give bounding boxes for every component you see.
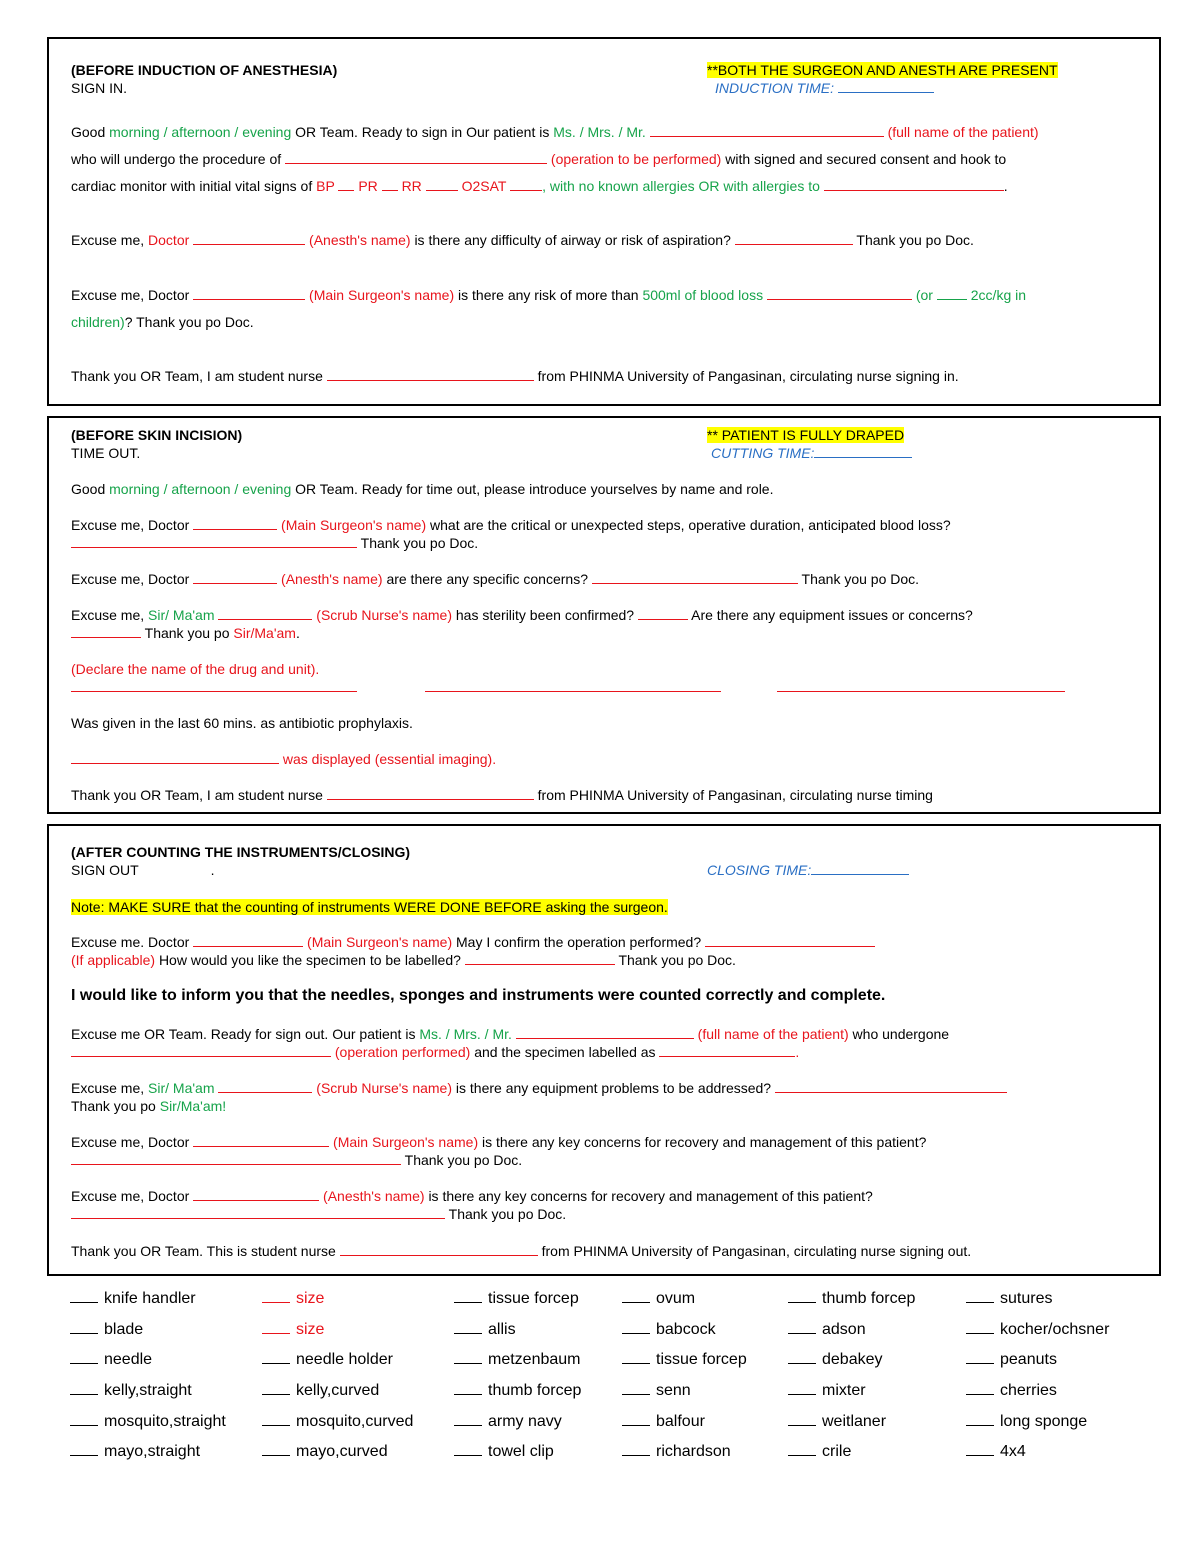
sign-out-surgeon-recovery: Excuse me, Doctor (Main Surgeon's name) is there any key concerns for recovery and management of this patient?	[71, 1134, 927, 1150]
time-out-surgeon-line-2: Thank you po Doc.	[71, 534, 478, 552]
instrument-label: sutures	[1000, 1290, 1053, 1307]
anesth-name-field[interactable]	[193, 231, 305, 245]
instrument-count-field[interactable]	[966, 1319, 994, 1334]
instrument-count-field[interactable]	[966, 1441, 994, 1456]
procedure-field[interactable]	[285, 150, 547, 164]
sign-out-patient-line-2: (operation performed) and the specimen labelled as .	[71, 1043, 799, 1061]
sign-in-line-2: who will undergo the procedure of (operation to be performed) with signed and secured consent and hook to	[71, 151, 1007, 167]
instrument-item	[70, 1288, 196, 1309]
sterility-field[interactable]	[638, 606, 688, 620]
time-out-section	[47, 416, 1161, 814]
instrument-label: babcock	[656, 1321, 716, 1338]
instrument-item	[622, 1380, 691, 1401]
instrument-count-field[interactable]	[262, 1349, 290, 1364]
instrument-item	[622, 1441, 731, 1462]
anesth-concerns-field[interactable]	[592, 570, 798, 584]
time-out-header: (BEFORE SKIN INCISION)	[71, 427, 243, 443]
to-student-nurse-field[interactable]	[327, 786, 534, 800]
instrument-item	[788, 1319, 866, 1340]
specimen-line: (If applicable) How would you like the specimen to be labelled? Thank you po Doc.	[71, 952, 736, 968]
sign-in-surgeon-line-2: children)? Thank you po Doc.	[71, 314, 254, 330]
instrument-label: long sponge	[1000, 1413, 1088, 1430]
antibiotic-line: Was given in the last 60 mins. as antibiotic prophylaxis.	[71, 715, 413, 731]
instrument-label: debakey	[822, 1351, 883, 1368]
time-out-closing: Thank you OR Team, I am student nurse from PHINMA University of Pangasinan, circulating nurse timing	[71, 787, 933, 803]
surgeon-name-field[interactable]	[193, 286, 305, 300]
instrument-label: tissue forcep	[656, 1351, 747, 1368]
instrument-count-field[interactable]	[70, 1441, 98, 1456]
instrument-item	[966, 1441, 1026, 1462]
sign-in-line-3: cardiac monitor with initial vital signs of BP PR RR O2SAT , with no known allergies OR with allergies to .	[71, 178, 1008, 194]
instrument-label: blade	[104, 1321, 144, 1338]
sign-in-line-1: Good morning / afternoon / evening OR Team. Ready to sign in Our patient is Ms. / Mrs. / Mr. (full name of the patient)	[71, 124, 1039, 140]
drug-field-2[interactable]	[425, 678, 721, 692]
instrument-item	[454, 1411, 562, 1432]
so-surgeon-name-field-2[interactable]	[193, 1133, 329, 1147]
sign-out-section	[47, 824, 1161, 1276]
drug-declare-hint: (Declare the name of the drug and unit).	[71, 661, 320, 677]
instrument-count-field[interactable]	[788, 1411, 816, 1426]
rr-field[interactable]	[426, 177, 458, 191]
instrument-item	[454, 1319, 516, 1340]
instrument-label: army navy	[488, 1413, 562, 1430]
instrument-item	[262, 1288, 324, 1309]
instrument-label: towel clip	[488, 1443, 554, 1460]
instrument-item	[262, 1411, 413, 1432]
instrument-item	[70, 1441, 200, 1462]
instrument-label: mosquito,straight	[104, 1413, 226, 1430]
sign-out-surgeon-line: Excuse me. Doctor (Main Surgeon's name) May I confirm the operation performed?	[71, 933, 875, 951]
instrument-item	[788, 1380, 866, 1401]
sign-in-presence-note: **BOTH THE SURGEON AND ANESTH ARE PRESENT	[707, 62, 1058, 78]
patient-name-field[interactable]	[650, 123, 884, 137]
sign-out-scrub-line: Excuse me, Sir/ Ma'am (Scrub Nurse's name) is there any equipment problems to be addressed?	[71, 1079, 1007, 1097]
instrument-label: thumb forcep	[488, 1382, 582, 1399]
sign-in-closing: Thank you OR Team, I am student nurse from PHINMA University of Pangasinan, circulating nurse signing in.	[71, 368, 959, 384]
instrument-count-field[interactable]	[70, 1380, 98, 1395]
instrument-count-field[interactable]	[262, 1288, 290, 1303]
instrument-label: metzenbaum	[488, 1351, 581, 1368]
to-surgeon-name-field[interactable]	[193, 516, 277, 530]
instrument-count-field[interactable]	[262, 1411, 290, 1426]
instrument-count-field[interactable]	[454, 1380, 482, 1395]
instrument-count-field[interactable]	[788, 1288, 816, 1303]
instrument-label: senn	[656, 1382, 691, 1399]
instrument-item	[70, 1380, 192, 1401]
airway-answer-field[interactable]	[735, 231, 853, 245]
instrument-label: kocher/ochsner	[1000, 1321, 1110, 1338]
surgeon-recovery-field[interactable]	[71, 1151, 401, 1165]
instrument-item	[70, 1411, 226, 1432]
count-note: Note: MAKE SURE that the counting of instruments WERE DONE BEFORE asking the surgeon.	[71, 899, 668, 915]
instrument-count-field[interactable]	[788, 1319, 816, 1334]
instrument-item	[262, 1441, 388, 1462]
instrument-count-field[interactable]	[966, 1411, 994, 1426]
instrument-label: needle holder	[296, 1351, 393, 1368]
instrument-label: ovum	[656, 1290, 696, 1307]
instrument-item	[966, 1411, 1087, 1432]
instrument-item	[788, 1411, 886, 1432]
instrument-item	[966, 1349, 1057, 1370]
instrument-count-field[interactable]	[622, 1288, 650, 1303]
drug-field-1[interactable]	[71, 678, 357, 692]
sign-in-subheader: SIGN IN.	[71, 80, 128, 96]
so-scrub-name-field[interactable]	[218, 1079, 312, 1093]
instrument-count-field[interactable]	[454, 1319, 482, 1334]
instrument-item	[966, 1288, 1052, 1309]
time-out-subheader: TIME OUT.	[71, 445, 141, 461]
time-out-intro: Good morning / afternoon / evening OR Team. Ready for time out, please introduce yourselves by name and role.	[71, 481, 774, 497]
instrument-count-field[interactable]	[622, 1441, 650, 1456]
sign-in-surgeon-line: Excuse me, Doctor (Main Surgeon's name) is there any risk of more than 500ml of blood loss (or 2cc/kg in	[71, 287, 1027, 303]
instrument-label: size	[296, 1321, 325, 1338]
so-anesth-name-field[interactable]	[193, 1187, 319, 1201]
so-student-nurse-field[interactable]	[340, 1242, 538, 1256]
instrument-item	[622, 1411, 705, 1432]
instrument-label: kelly,curved	[296, 1382, 380, 1399]
instrument-label: needle	[104, 1351, 153, 1368]
instrument-item	[454, 1349, 581, 1370]
bp-field[interactable]	[338, 177, 354, 191]
allergies-field[interactable]	[824, 177, 1004, 191]
cutting-time: CUTTING TIME:	[711, 444, 912, 462]
instrument-item	[454, 1380, 581, 1401]
anesth-recovery-field[interactable]	[71, 1205, 445, 1219]
instrument-count-field[interactable]	[622, 1319, 650, 1334]
instrument-label: size	[296, 1290, 325, 1307]
sign-out-scrub-line-2: Thank you po Sir/Ma'am!	[71, 1098, 227, 1114]
instrument-count-field[interactable]	[454, 1411, 482, 1426]
student-nurse-field[interactable]	[327, 367, 534, 381]
closing-time-field[interactable]	[811, 861, 909, 875]
instrument-item	[622, 1288, 695, 1309]
sign-out-anesth-recovery: Excuse me, Doctor (Anesth's name) is there any key concerns for recovery and management of this patient?	[71, 1188, 873, 1204]
instrument-count-field[interactable]	[262, 1319, 290, 1334]
instrument-count-field[interactable]	[788, 1380, 816, 1395]
instrument-label: peanuts	[1000, 1351, 1057, 1368]
instrument-label: 4x4	[1000, 1443, 1026, 1460]
time-out-draped-note: ** PATIENT IS FULLY DRAPED	[707, 427, 905, 443]
instrument-item	[70, 1319, 143, 1340]
specimen-labelled-field[interactable]	[659, 1043, 795, 1057]
instrument-label: mayo,straight	[104, 1443, 201, 1460]
instrument-label: thumb forcep	[822, 1290, 916, 1307]
o2sat-field[interactable]	[510, 177, 542, 191]
sign-in-anesth-line: Excuse me, Doctor (Anesth's name) is there any difficulty of airway or risk of aspiration? Thank you po Doc.	[71, 232, 974, 248]
drug-fields	[71, 678, 1065, 696]
instrument-item	[788, 1349, 883, 1370]
drug-field-3[interactable]	[777, 678, 1065, 692]
instrument-label: richardson	[656, 1443, 731, 1460]
critical-steps-field[interactable]	[71, 534, 357, 548]
operation-performed-field[interactable]	[71, 1043, 331, 1057]
sign-out-patient-line: Excuse me OR Team. Ready for sign out. Our patient is Ms. / Mrs. / Mr. (full name of the patient) who undergone	[71, 1026, 950, 1042]
induction-time: INDUCTION TIME:	[715, 79, 934, 97]
equipment-issues-field[interactable]	[71, 624, 141, 638]
instrument-count-field[interactable]	[788, 1349, 816, 1364]
to-scrub-name-field[interactable]	[218, 606, 312, 620]
instrument-count-field[interactable]	[454, 1349, 482, 1364]
closing-time: CLOSING TIME:	[707, 861, 909, 879]
blood-loss-field[interactable]	[767, 286, 912, 300]
instrument-count-field[interactable]	[622, 1411, 650, 1426]
instrument-label: tissue forcep	[488, 1290, 579, 1307]
instrument-count-field[interactable]	[454, 1288, 482, 1303]
so-surgeon-name-field[interactable]	[193, 933, 303, 947]
operation-confirm-field[interactable]	[705, 933, 875, 947]
sign-in-header: (BEFORE INDUCTION OF ANESTHESIA)	[71, 62, 338, 78]
instrument-label: kelly,straight	[104, 1382, 192, 1399]
induction-time-field[interactable]	[838, 79, 934, 93]
pr-field[interactable]	[382, 177, 398, 191]
cc-kg-field[interactable]	[937, 286, 967, 300]
instrument-count-field[interactable]	[788, 1441, 816, 1456]
instrument-count-field[interactable]	[454, 1441, 482, 1456]
count-complete-statement: I would like to inform you that the needles, sponges and instruments were counted correctly and complete.	[71, 987, 886, 1004]
time-out-scrub-line-2: Thank you po Sir/Ma'am.	[71, 624, 300, 642]
instrument-item	[262, 1349, 393, 1370]
instrument-count-field[interactable]	[70, 1288, 98, 1303]
instrument-count-field[interactable]	[70, 1319, 98, 1334]
instrument-item	[966, 1319, 1109, 1340]
instrument-label: adson	[822, 1321, 866, 1338]
instrument-label: mixter	[822, 1382, 866, 1399]
instrument-label: allis	[488, 1321, 516, 1338]
sign-out-header: (AFTER COUNTING THE INSTRUMENTS/CLOSING)	[71, 844, 411, 860]
instrument-item	[788, 1288, 915, 1309]
instrument-count-field[interactable]	[622, 1349, 650, 1364]
instrument-item	[966, 1380, 1057, 1401]
instrument-count-field[interactable]	[70, 1349, 98, 1364]
instrument-label: knife handler	[104, 1290, 196, 1307]
to-anesth-name-field[interactable]	[193, 570, 277, 584]
time-out-scrub-line: Excuse me, Sir/ Ma'am (Scrub Nurse's name) has sterility been confirmed? Are there any equipment issues or concerns?	[71, 607, 973, 623]
time-out-surgeon-line: Excuse me, Doctor (Main Surgeon's name) what are the critical or unexpected steps, operative duration, anticipated blood loss?	[71, 517, 951, 533]
sign-out-closing: Thank you OR Team. This is student nurse from PHINMA University of Pangasinan, circulating nurse signing out.	[71, 1243, 972, 1259]
instrument-item	[622, 1319, 716, 1340]
instrument-label: crile	[822, 1443, 852, 1460]
instrument-count-field[interactable]	[262, 1380, 290, 1395]
instrument-item	[70, 1349, 152, 1370]
instrument-count-field[interactable]	[966, 1380, 994, 1395]
instrument-item	[454, 1288, 579, 1309]
instrument-label: mayo,curved	[296, 1443, 388, 1460]
imaging-field[interactable]	[71, 750, 279, 764]
sign-out-subheader: SIGN OUT .	[71, 862, 215, 878]
sign-out-anesth-recovery-2: Thank you po Doc.	[71, 1205, 566, 1223]
so-patient-name-field[interactable]	[516, 1025, 694, 1039]
instrument-item	[622, 1349, 747, 1370]
sign-out-surgeon-recovery-2: Thank you po Doc.	[71, 1151, 522, 1169]
instrument-label: mosquito,curved	[296, 1413, 414, 1430]
instrument-label: weitlaner	[822, 1413, 887, 1430]
sign-in-section	[47, 37, 1161, 406]
time-out-anesth-line: Excuse me, Doctor (Anesth's name) are there any specific concerns? Thank you po Doc.	[71, 571, 920, 587]
imaging-line: was displayed (essential imaging).	[71, 750, 496, 768]
instrument-count-field[interactable]	[966, 1349, 994, 1364]
instrument-count-field[interactable]	[70, 1411, 98, 1426]
instrument-item	[262, 1380, 379, 1401]
instrument-count-field[interactable]	[966, 1288, 994, 1303]
equipment-problems-field[interactable]	[775, 1079, 1007, 1093]
instrument-item	[454, 1441, 554, 1462]
instrument-count-field[interactable]	[622, 1380, 650, 1395]
cutting-time-field[interactable]	[814, 444, 912, 458]
specimen-label-field[interactable]	[465, 951, 615, 965]
instrument-label: cherries	[1000, 1382, 1057, 1399]
instrument-item	[788, 1441, 851, 1462]
instrument-count-field[interactable]	[262, 1441, 290, 1456]
instrument-label: balfour	[656, 1413, 705, 1430]
instrument-item	[262, 1319, 324, 1340]
